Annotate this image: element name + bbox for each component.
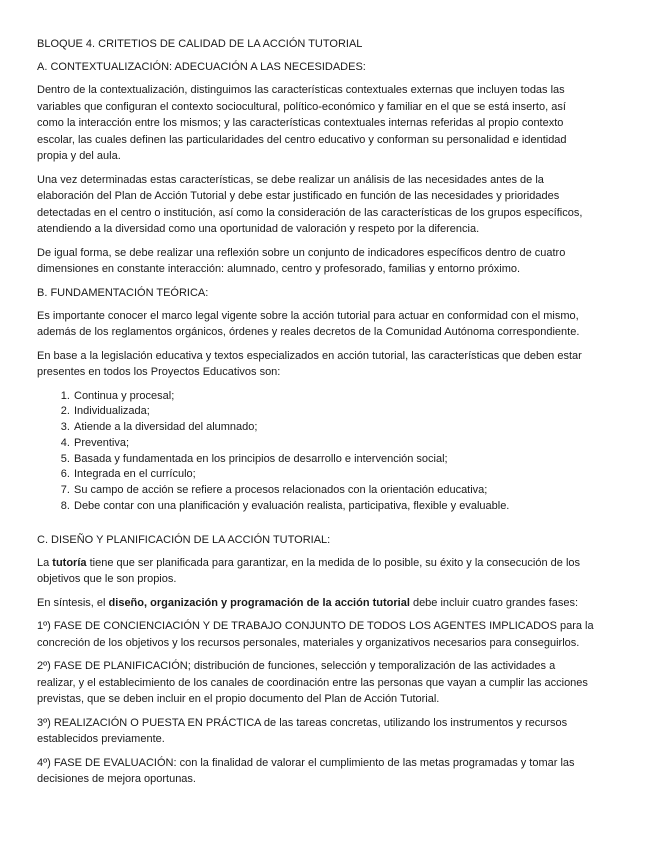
list-item: 6. Integrada en el currículo; [73,467,595,483]
section-spacer [37,515,595,532]
phase-1-paragraph: 1º) FASE DE CONCIENCIACIÓN Y DE TRABAJO CONJUNTO DE TODOS LOS AGENTES IMPLICADOS para la concreción de los objetivos y los recursos personales, materiales y organizativos necesarios para conseguirlos. [37,620,594,649]
phase-4-paragraph: 4º) FASE DE EVALUACIÓN: con la finalidad de valorar el cumplimiento de las metas programadas y tomar las decisiones de mejora oportunas. [37,756,575,786]
list-item: 2. Individualizada; [73,404,595,420]
text-run: La [37,556,53,569]
section-c-heading: C. DISEÑO Y PLANIFICACIÓN DE LA ACCIÓN TUTORIAL: [37,533,331,546]
bold-term: tutoría [52,556,87,569]
list-item: 8. Debe contar con una planificación y evaluación realista, participativa, flexible y evaluable. [73,499,595,515]
phase-3-paragraph: 3º) REALIZACIÓN O PUESTA EN PRÁCTICA de las tareas concretas, utilizando los instrumentos y recursos establecidos previamente. [37,716,568,746]
section-c-paragraph-2 [37,595,595,612]
section-b-paragraph-2: En base a la legislación educativa y textos especializados en acción tutorial, las características que deben estar presentes en todos los Proyectos Educativos son: [37,349,582,378]
section-c-paragraph-1 [37,555,595,588]
section-a-paragraph-2: Una vez determinadas estas características, se debe realizar un análisis de las necesidades antes de la elaboración del Plan de Acción Tutorial y debe estar justificado en función de las necesidades y prioridades detectadas en el centro o institución, así como la consideración de las características de los grupos específicos, atendiendo a la diversidad como una oportunidad de valoración y respeto por la diferencia. [37,173,583,235]
section-b-paragraph-1: Es importante conocer el marco legal vigente sobre la acción tutorial para actuar en conformidad con el mismo, además de los reglamentos orgánicos, órdenes y reales decretos de la Comunidad Autónoma correspondiente. [37,309,580,338]
list-item: 7. Su campo de acción se refiere a procesos relacionados con la orientación educativa; [73,483,595,499]
section-a-heading: A. CONTEXTUALIZACIÓN: ADECUACIÓN A LAS NECESIDADES: [37,61,366,73]
list-item: 5. Basada y fundamentada en los principios de desarrollo e intervención social; [73,452,595,468]
section-b-heading: B. FUNDAMENTACIÓN TEÓRICA: [37,286,209,299]
phase-2-paragraph: 2º) FASE DE PLANIFICACIÓN; distribución de funciones, selección y temporalización de las actividades a realizar, y el establecimiento de los canales de coordinación entre las personas que vayan a cumplir las acciones previstas, que se deben incluir en el propio documento del Plan de Acción Tutorial. [37,660,588,706]
text-run: tiene que ser planificada para garantizar, en la medida de lo posible, su éxito y la consecución de los objetivos que le son propios. [37,556,581,586]
list-item: 4. Preventiva; [73,436,595,452]
section-a-paragraph-1: Dentro de la contextualización, distinguimos las características contextuales externas que incluyen todas las variables que configuran el contexto sociocultural, político-económico y familiar en el que se está inserto, así como la interacción entre los mismos; y las características contextuales internas referidas al propio contexto escolar, las cuales definen las particularidades del centro educativo y conforman su personalidad e identidad propia y del aula. [37,84,567,162]
bold-term: diseño, organización y programación de la acción tutorial [108,596,410,609]
text-run: En síntesis, el [37,596,109,609]
text-run: debe incluir cuatro grandes fases: [409,596,579,609]
block-title: BLOQUE 4. CRITETIOS DE CALIDAD DE LA ACCIÓN TUTORIAL [37,38,363,50]
section-a-paragraph-3: De igual forma, se debe realizar una reflexión sobre un conjunto de indicadores específicos dentro de cuatro dimensiones en constante interacción: alumnado, centro y profesorado, familias y entorno próximo. [37,246,566,275]
list-item: 3. Atiende a la diversidad del alumnado; [73,420,595,436]
list-item: 1. Continua y procesal; [73,389,595,405]
criteria-list [37,389,595,515]
